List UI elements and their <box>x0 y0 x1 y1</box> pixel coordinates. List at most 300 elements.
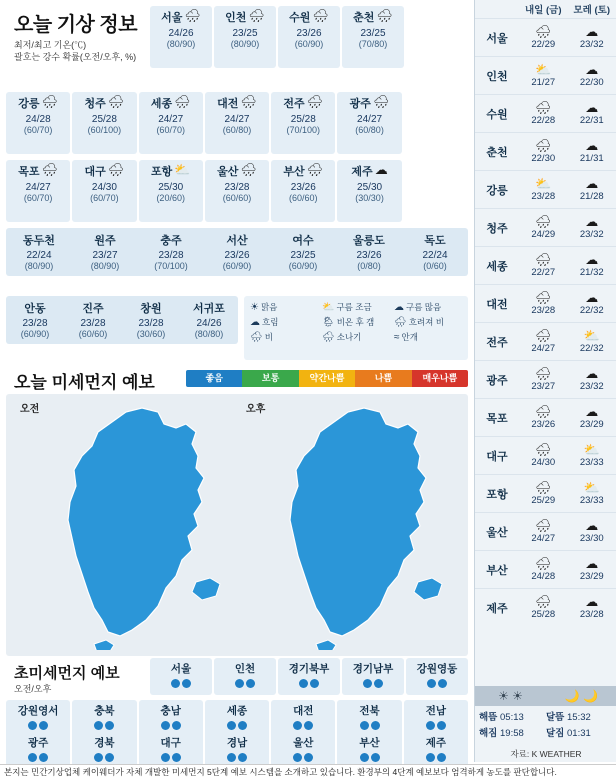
ultrafine-region: 경기북부 <box>278 661 340 676</box>
grade-dot <box>94 721 103 730</box>
sun-cloud-icon: ⛅ <box>519 177 568 191</box>
legend-weather-icon: 🌧 <box>322 332 335 343</box>
forecast-city: 세종 <box>475 258 519 274</box>
forecast-day1-temp: 23/28 <box>519 305 568 316</box>
grade-dot <box>39 721 48 730</box>
legend-item: ☁ 흐림 <box>250 316 318 329</box>
ultrafine-card <box>406 658 468 695</box>
forecast-day2 <box>568 253 616 278</box>
rain-icon: 🌧 <box>42 95 59 108</box>
city-temp: 24/27 <box>206 114 268 125</box>
forecast-city: 광주 <box>475 372 519 388</box>
minor-city-rain: (60/90) <box>6 329 64 339</box>
city-name: 서울 <box>161 9 182 25</box>
cloud-icon: ☁ <box>568 25 616 39</box>
sun-cloud-icon: ⛅ <box>519 63 568 77</box>
minor-city-name: 원주 <box>72 232 138 248</box>
rain-icon: 🌧 <box>376 9 393 22</box>
grade-dot <box>172 721 181 730</box>
city-temp: 25/28 <box>272 114 334 125</box>
forecast-row <box>475 512 616 550</box>
cloud-icon: ☁ <box>568 291 616 305</box>
rain-icon: 🌧 <box>108 163 125 176</box>
city-card <box>214 6 276 68</box>
minor-city-rain: (80/90) <box>72 261 138 271</box>
city-rain-prob: (70/80) <box>343 39 403 49</box>
rain-icon: 🌧 <box>519 443 568 457</box>
top-city-grid <box>150 6 468 68</box>
forecast-head-tomorrow: 내일 (금) <box>519 2 568 16</box>
grade-dot <box>371 753 380 762</box>
city-rain-prob: (60/70) <box>140 125 202 135</box>
forecast-day2-temp: 23/32 <box>568 229 616 240</box>
forecast-day2 <box>568 405 616 430</box>
forecast-day2-temp: 23/32 <box>568 381 616 392</box>
ultrafine-card <box>150 658 212 695</box>
dust-grade-보통: 보통 <box>242 370 298 387</box>
minor-cities-table-1 <box>6 228 468 276</box>
legend-weather-icon: ☀ <box>250 302 259 313</box>
minor-city-rain: (70/100) <box>138 261 204 271</box>
korea-map-am <box>46 402 236 650</box>
forecast-day1 <box>519 405 568 430</box>
rain-icon: 🌧 <box>248 9 265 22</box>
forecast-row <box>475 18 616 56</box>
ultrafine-region: 경북 <box>72 735 136 750</box>
forecast-day1-temp: 22/30 <box>519 153 568 164</box>
dust-grade-좋음: 좋음 <box>186 370 242 387</box>
minor-city-temp: 22/24 <box>402 250 468 261</box>
rain-icon: 🌧 <box>373 95 390 108</box>
forecast-day2-temp: 23/32 <box>568 39 616 50</box>
forecast-city: 대전 <box>475 296 519 312</box>
grade-dot <box>363 679 372 688</box>
forecast-city: 춘천 <box>475 144 519 160</box>
city-card <box>150 6 212 68</box>
grade-dot <box>438 679 447 688</box>
forecast-city: 제주 <box>475 600 519 616</box>
minor-city-cell <box>336 228 402 276</box>
minor-city-cell <box>204 228 270 276</box>
forecast-city: 목포 <box>475 410 519 426</box>
minor-city-rain: (60/90) <box>270 261 336 271</box>
ultrafine-region: 경기남부 <box>342 661 404 676</box>
city-temp: 23/25 <box>343 28 403 39</box>
sun-cloud-icon: ⛅ <box>568 443 616 457</box>
sunrise-label: 해뜸 <box>479 712 497 723</box>
legend-item: ☁ 구름 많음 <box>394 301 462 314</box>
cloud-icon: ☁ <box>568 215 616 229</box>
minor-city-name: 안동 <box>6 300 64 316</box>
city-name: 광주 <box>350 95 371 111</box>
forecast-city: 청주 <box>475 220 519 236</box>
rain-icon: 🌧 <box>519 519 568 533</box>
city-rain-prob: (60/60) <box>206 193 268 203</box>
city-card <box>205 160 269 222</box>
minor-city-rain: (30/60) <box>122 329 180 339</box>
minor-city-cell <box>180 296 238 344</box>
forecast-day1-temp: 24/30 <box>519 457 568 468</box>
rain-icon: 🌧 <box>519 329 568 343</box>
forecast-day1 <box>519 101 568 126</box>
forecast-day1 <box>519 519 568 544</box>
minor-city-name: 동두천 <box>6 232 72 248</box>
grade-dot <box>161 753 170 762</box>
forecast-day1 <box>519 443 568 468</box>
ultrafine-dots <box>342 679 404 691</box>
forecast-day2-temp: 22/31 <box>568 115 616 126</box>
minor-city-name: 서귀포 <box>180 300 238 316</box>
forecast-day1-temp: 23/28 <box>519 191 568 202</box>
city-temp: 24/26 <box>151 28 211 39</box>
sunset-value: 19:58 <box>500 728 524 739</box>
source-credit: 자료: K WEATHER <box>475 748 616 760</box>
ultrafine-region: 서울 <box>150 661 212 676</box>
forecast-day2 <box>568 481 616 506</box>
cloud-icon: ☁ <box>568 519 616 533</box>
city-temp: 25/30 <box>338 182 400 193</box>
forecast-day2 <box>568 63 616 88</box>
forecast-row <box>475 588 616 626</box>
minor-city-rain: (80/90) <box>6 261 72 271</box>
ultrafine-region: 전남 <box>404 703 468 718</box>
legend-weather-icon: 🌧 <box>250 332 263 343</box>
ultrafine-title: 초미세먼지 예보 <box>14 662 120 683</box>
forecast-row <box>475 322 616 360</box>
forecast-row <box>475 208 616 246</box>
forecast-city: 전주 <box>475 334 519 350</box>
minor-city-temp: 23/28 <box>122 318 180 329</box>
forecast-day2-temp: 23/29 <box>568 419 616 430</box>
forecast-day2-temp: 22/32 <box>568 343 616 354</box>
rain-icon: 🌧 <box>519 25 568 39</box>
city-rain-prob: (80/90) <box>151 39 211 49</box>
forecast-day2 <box>568 215 616 240</box>
minor-city-cell <box>122 296 180 344</box>
minor-cities-table-2 <box>6 296 238 344</box>
forecast-day1 <box>519 557 568 582</box>
city-temp: 24/28 <box>7 114 69 125</box>
forecast-day1 <box>519 177 568 202</box>
minor-city-temp: 23/28 <box>64 318 122 329</box>
forecast-city: 수원 <box>475 106 519 122</box>
cloud-icon: ☁ <box>568 177 616 191</box>
city-name: 대전 <box>217 95 238 111</box>
forecast-day2 <box>568 519 616 544</box>
minor-city-rain: (60/90) <box>204 261 270 271</box>
grade-dot <box>310 679 319 688</box>
grade-dot <box>374 679 383 688</box>
ultrafine-region: 충북 <box>72 703 136 718</box>
minor-city-temp: 23/27 <box>72 250 138 261</box>
minor-city-name: 울릉도 <box>336 232 402 248</box>
city-rain-prob: (60/80) <box>206 125 268 135</box>
forecast-city: 대구 <box>475 448 519 464</box>
grade-dot <box>172 753 181 762</box>
city-card <box>278 6 340 68</box>
forecast-day1 <box>519 253 568 278</box>
city-rain-prob: (60/60) <box>272 193 334 203</box>
city-temp: 24/27 <box>7 182 69 193</box>
grade-dot <box>235 679 244 688</box>
city-name: 수원 <box>289 9 310 25</box>
city-rain-prob: (60/90) <box>279 39 339 49</box>
legend-item: ☀ 맑음 <box>250 301 318 314</box>
minor-city-name: 충주 <box>138 232 204 248</box>
grade-dot <box>427 679 436 688</box>
rain-icon: 🌧 <box>519 481 568 495</box>
forecast-city: 강릉 <box>475 182 519 198</box>
forecast-city: 울산 <box>475 524 519 540</box>
dust-grade-legend <box>186 370 468 387</box>
forecast-city: 인천 <box>475 68 519 84</box>
map-pm-label: 오후 <box>246 400 265 415</box>
legend-weather-icon: 🌦 <box>322 317 335 328</box>
rain-icon: 🌧 <box>519 101 568 115</box>
rain-icon: 🌧 <box>519 595 568 609</box>
grade-dot <box>238 753 247 762</box>
cloud-icon: ☁ <box>568 367 616 381</box>
cloud-icon: ☁ <box>568 101 616 115</box>
minor-city-temp: 23/26 <box>204 250 270 261</box>
city-card <box>72 92 136 154</box>
legend-rain-note: 괄호는 강수 확률(오전/오후, %) <box>0 51 470 63</box>
grade-dot <box>105 721 114 730</box>
cloud-icon: ☁ <box>568 139 616 153</box>
city-name: 세종 <box>151 95 172 111</box>
grade-dot <box>227 753 236 762</box>
rain-icon: 🌧 <box>519 405 568 419</box>
forecast-day2-temp: 23/30 <box>568 533 616 544</box>
minor-city-cell <box>138 228 204 276</box>
forecast-day1 <box>519 367 568 392</box>
forecast-day1-temp: 24/29 <box>519 229 568 240</box>
legend-weather-icon: 🌧 <box>394 317 407 328</box>
minor-city-cell <box>402 228 468 276</box>
city-card <box>271 92 335 154</box>
minor-city-name: 독도 <box>402 232 468 248</box>
legend-weather-icon: ≈ <box>394 332 400 343</box>
city-temp: 24/27 <box>140 114 202 125</box>
forecast-row <box>475 398 616 436</box>
ultrafine-region: 전북 <box>337 703 401 718</box>
forecast-day2 <box>568 443 616 468</box>
city-rain-prob: (60/80) <box>338 125 400 135</box>
forecast-day2-temp: 23/33 <box>568 457 616 468</box>
forecast-row <box>475 170 616 208</box>
grade-dot <box>293 721 302 730</box>
ultrafine-region: 세종 <box>205 703 269 718</box>
city-temp: 24/30 <box>73 182 135 193</box>
sunset-label: 해짐 <box>479 728 497 739</box>
cloud-icon: ☁ <box>568 595 616 609</box>
ultrafine-region: 충남 <box>139 703 203 718</box>
cloud-icon: ☁ <box>568 253 616 267</box>
city-name: 부산 <box>283 163 304 179</box>
map-am-label: 오전 <box>20 400 39 415</box>
sun-cloud-icon: ⛅ <box>568 481 616 495</box>
city-rain-prob: (60/70) <box>7 125 69 135</box>
forecast-head-dayafter: 모레 (토) <box>568 2 616 16</box>
ultrafine-dots <box>406 679 468 691</box>
forecast-row <box>475 550 616 588</box>
dust-forecast-title: 오늘 미세먼지 예보 <box>14 368 155 393</box>
legend-item: 🌧 소나기 <box>322 331 390 344</box>
forecast-day1-temp: 21/27 <box>519 77 568 88</box>
ultrafine-region: 강원영동 <box>406 661 468 676</box>
minor-city-name: 진주 <box>64 300 122 316</box>
city-name: 춘천 <box>353 9 374 25</box>
forecast-day1 <box>519 25 568 50</box>
forecast-day2 <box>568 101 616 126</box>
grade-dot <box>437 721 446 730</box>
city-name: 인천 <box>225 9 246 25</box>
ultrafine-region: 강원영서 <box>6 703 70 718</box>
forecast-city: 서울 <box>475 30 519 46</box>
forecast-day1-temp: 23/27 <box>519 381 568 392</box>
city-name: 대구 <box>85 163 106 179</box>
city-card <box>342 6 404 68</box>
forecast-day2-temp: 23/33 <box>568 495 616 506</box>
grade-dot <box>39 753 48 762</box>
cloud-icon: ☁ <box>375 163 388 176</box>
dust-grade-매우나쁨: 매우나쁨 <box>412 370 468 387</box>
ultrafine-sub: 오전/오후 <box>14 682 51 695</box>
city-name: 청주 <box>85 95 106 111</box>
minor-city-temp: 24/26 <box>180 318 238 329</box>
rain-icon: 🌧 <box>108 95 125 108</box>
city-card <box>337 92 401 154</box>
city-card <box>337 160 401 222</box>
city-name: 제주 <box>351 163 372 179</box>
forecast-day2-temp: 23/28 <box>568 609 616 620</box>
ultrafine-dots <box>278 679 340 691</box>
forecast-day2-temp: 22/30 <box>568 77 616 88</box>
rain-icon: 🌧 <box>307 95 324 108</box>
row3-city-grid <box>6 160 468 222</box>
forecast-day2-temp: 21/28 <box>568 191 616 202</box>
rain-icon: 🌧 <box>174 95 191 108</box>
grade-dot <box>161 721 170 730</box>
rain-icon: 🌧 <box>240 95 257 108</box>
rain-icon: 🌧 <box>240 163 257 176</box>
grade-dot <box>105 753 114 762</box>
forecast-day2 <box>568 367 616 392</box>
grade-dot <box>171 679 180 688</box>
grade-dot <box>426 721 435 730</box>
forecast-row <box>475 132 616 170</box>
rain-icon: 🌧 <box>312 9 329 22</box>
city-rain-prob: (30/30) <box>338 193 400 203</box>
forecast-day1-temp: 25/29 <box>519 495 568 506</box>
rain-icon: 🌧 <box>519 139 568 153</box>
minor-city-cell <box>270 228 336 276</box>
forecast-day2 <box>568 291 616 316</box>
moonrise-label: 달뜸 <box>546 712 564 723</box>
city-name: 울산 <box>217 163 238 179</box>
minor-city-rain: (60/60) <box>64 329 122 339</box>
minor-city-name: 여수 <box>270 232 336 248</box>
forecast-day2-temp: 23/29 <box>568 571 616 582</box>
forecast-day1 <box>519 215 568 240</box>
minor-city-rain: (0/80) <box>336 261 402 271</box>
legend-item: 🌦 비온 후 갬 <box>322 316 390 329</box>
minor-city-temp: 23/25 <box>270 250 336 261</box>
forecast-header <box>475 0 616 18</box>
city-temp: 25/30 <box>140 182 202 193</box>
cloud-icon: ☁ <box>568 557 616 571</box>
grade-dot <box>437 753 446 762</box>
forecast-day1-temp: 22/28 <box>519 115 568 126</box>
grade-dot <box>28 721 37 730</box>
rain-icon: 🌧 <box>307 163 324 176</box>
minor-city-rain: (80/80) <box>180 329 238 339</box>
dust-map-container <box>6 394 468 656</box>
ultrafine-row1 <box>150 658 468 695</box>
forecast-day1 <box>519 595 568 620</box>
city-rain-prob: (70/100) <box>272 125 334 135</box>
forecast-day1 <box>519 139 568 164</box>
forecast-row <box>475 360 616 398</box>
minor-city-temp: 23/26 <box>336 250 402 261</box>
forecast-day2 <box>568 139 616 164</box>
legend-item: ≈ 안개 <box>394 331 462 344</box>
grade-dot <box>246 679 255 688</box>
forecast-day1-temp: 23/26 <box>519 419 568 430</box>
city-card <box>6 92 70 154</box>
legend-weather-icon: ⛅ <box>322 302 334 313</box>
dust-grade-약간나쁨: 약간나쁨 <box>299 370 355 387</box>
city-rain-prob: (60/70) <box>7 193 69 203</box>
sun-moon-times <box>475 708 616 740</box>
grade-dot <box>426 753 435 762</box>
forecast-day1-temp: 25/28 <box>519 609 568 620</box>
dust-grade-나쁨: 나쁨 <box>355 370 411 387</box>
minor-city-name: 서산 <box>204 232 270 248</box>
city-rain-prob: (60/100) <box>73 125 135 135</box>
grade-dot <box>238 721 247 730</box>
minor-city-temp: 23/28 <box>6 318 64 329</box>
legend-item: ⛅ 구름 조금 <box>322 301 390 314</box>
city-card <box>139 92 203 154</box>
forecast-day1 <box>519 481 568 506</box>
ultrafine-region: 경남 <box>205 735 269 750</box>
forecast-day2 <box>568 25 616 50</box>
minor-city-cell <box>6 296 64 344</box>
cloud-icon: ☁ <box>568 63 616 77</box>
grade-dot <box>360 753 369 762</box>
ultrafine-dots <box>214 679 276 691</box>
forecast-day1-temp: 24/27 <box>519 343 568 354</box>
grade-dot <box>360 721 369 730</box>
rain-icon: 🌧 <box>42 163 59 176</box>
grade-dot <box>304 721 313 730</box>
forecast-day2 <box>568 177 616 202</box>
moonset-value: 01:31 <box>567 728 591 739</box>
forecast-day2-temp: 22/32 <box>568 305 616 316</box>
forecast-day1-temp: 24/28 <box>519 571 568 582</box>
minor-city-temp: 23/28 <box>138 250 204 261</box>
ultrafine-region: 대구 <box>139 735 203 750</box>
ultrafine-region: 광주 <box>6 735 70 750</box>
ultrafine-region: 부산 <box>337 735 401 750</box>
forecast-row <box>475 474 616 512</box>
forecast-row <box>475 436 616 474</box>
grade-dot <box>371 721 380 730</box>
forecast-day1-temp: 24/27 <box>519 533 568 544</box>
rain-icon: 🌧 <box>519 557 568 571</box>
city-name: 목포 <box>18 163 39 179</box>
